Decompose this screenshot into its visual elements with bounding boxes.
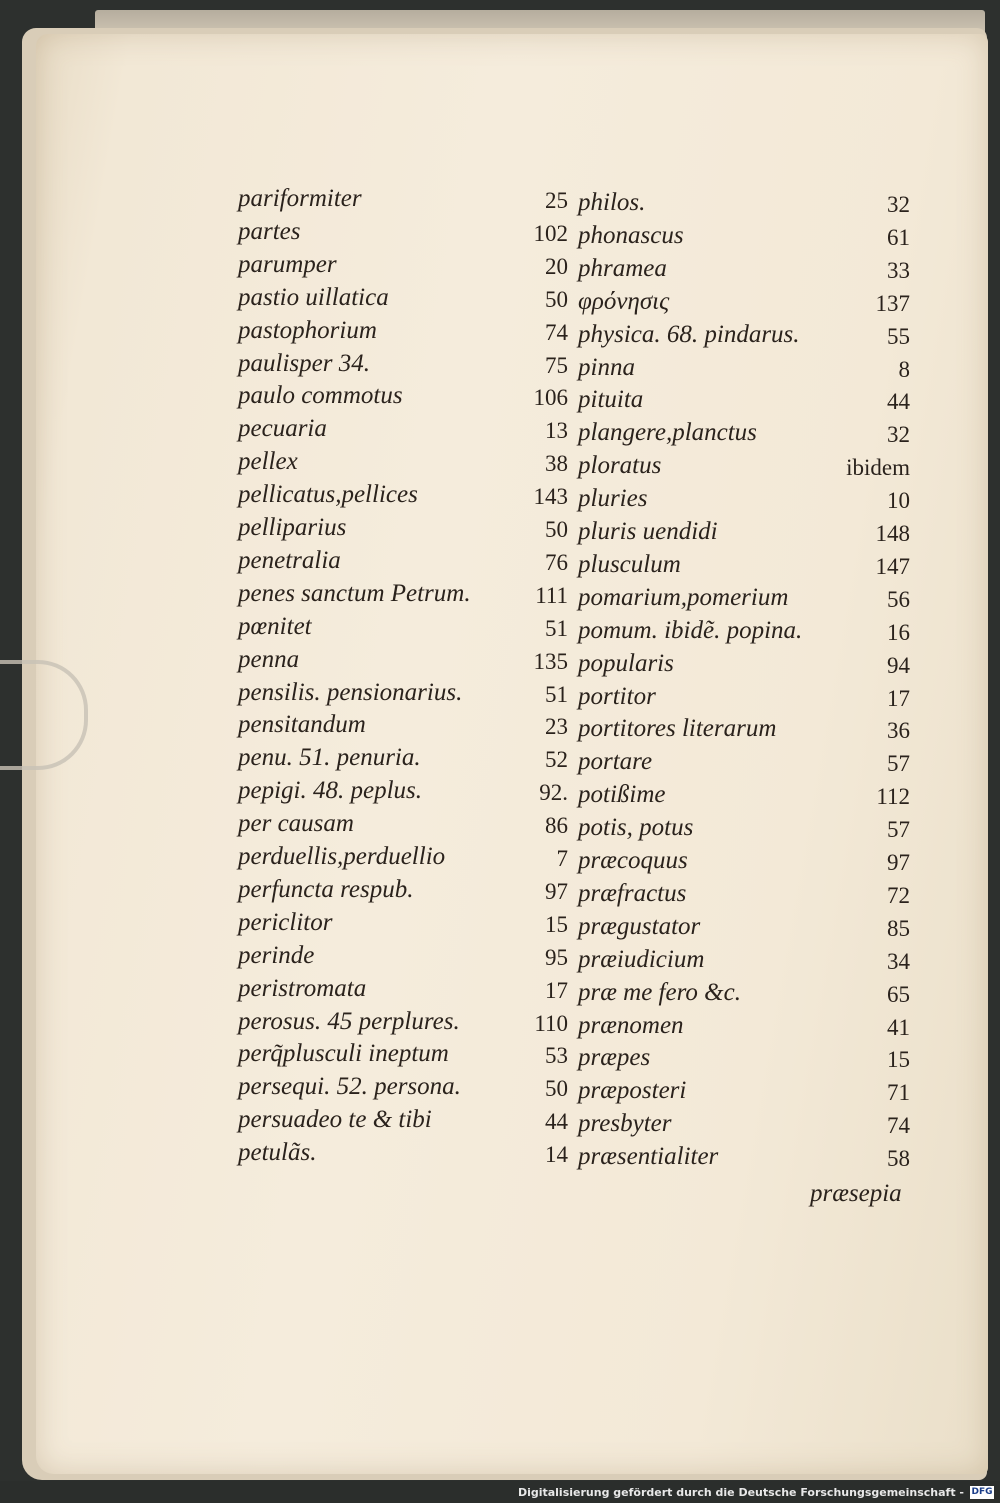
index-term: pœnitet xyxy=(238,612,312,640)
page-number: 32 xyxy=(887,422,910,448)
page-number: 17 xyxy=(887,685,910,711)
page-number: 58 xyxy=(887,1146,910,1172)
page-number: ibidem xyxy=(846,455,910,481)
index-term: peristromata xyxy=(238,974,367,1002)
index-term: ploratus xyxy=(578,452,662,480)
page-number: 112 xyxy=(876,784,910,810)
index-term: prægustator xyxy=(578,912,701,940)
index-term: pecuaria xyxy=(238,415,327,443)
index-term: pastophorium xyxy=(238,316,377,344)
index-term: pellex xyxy=(238,448,298,476)
index-term: perfuncta respub. xyxy=(238,875,414,903)
index-term: præsentialiter xyxy=(578,1143,719,1171)
index-term: phonascus xyxy=(578,221,684,249)
index-term: penes sanctum Petrum. xyxy=(238,579,471,607)
page-number: 95 xyxy=(545,944,568,970)
page-number: 111 xyxy=(535,582,568,608)
page-number: 32 xyxy=(887,192,910,217)
page-clip xyxy=(0,660,88,770)
page-number: 102 xyxy=(533,220,568,246)
index-term: potis, potus xyxy=(578,814,694,842)
page-number: 106 xyxy=(533,385,568,411)
index-term: pinna xyxy=(578,353,635,381)
index-term: præcoquus xyxy=(578,847,688,874)
index-term: philos. xyxy=(578,189,646,216)
page-number: 55 xyxy=(887,323,910,349)
index-term: præposteri xyxy=(578,1077,687,1105)
page-number: 25 xyxy=(545,188,568,213)
page-number: 16 xyxy=(887,619,910,645)
page-number: 57 xyxy=(887,751,910,777)
page-number: 51 xyxy=(545,681,568,707)
page-number: 41 xyxy=(887,1014,910,1040)
page-number: 65 xyxy=(887,981,910,1007)
index-term: præpes xyxy=(578,1044,651,1072)
index-term: parumper xyxy=(238,250,337,278)
page-number: 53 xyxy=(545,1043,568,1069)
index-term: plusculum xyxy=(578,550,681,578)
page-number: 137 xyxy=(875,290,910,316)
page-number: 23 xyxy=(545,714,568,740)
index-term: præfractus xyxy=(578,879,687,907)
index-term: prænomen xyxy=(578,1011,684,1039)
page-number: 34 xyxy=(887,948,910,974)
index-term: penetralia xyxy=(238,546,341,574)
index-term: potißime xyxy=(578,781,666,809)
index-term: persuadeo te & tibi xyxy=(238,1106,432,1134)
index-term: paulisper 34. xyxy=(238,349,370,377)
index-term: perinde xyxy=(238,941,315,969)
page-number: 52 xyxy=(545,747,568,773)
page-number: 44 xyxy=(545,1109,568,1135)
page-number: 74 xyxy=(545,319,568,345)
page-number: 147 xyxy=(875,553,910,579)
index-term: paulo commotus xyxy=(238,382,403,410)
page-number: 51 xyxy=(545,615,568,641)
page-number: 148 xyxy=(875,521,910,546)
index-term: præ me fero &c. xyxy=(578,978,741,1006)
index-term: partes xyxy=(238,217,301,245)
page-number: 56 xyxy=(887,586,910,612)
index-term: pituita xyxy=(578,386,644,414)
page-number: 110 xyxy=(534,1010,568,1036)
index-term: physica. 68. pindarus. xyxy=(578,320,800,348)
index-term: portare xyxy=(578,748,653,776)
index-term: pluries xyxy=(578,485,648,513)
page-number: 94 xyxy=(887,652,910,678)
page-number: 85 xyxy=(887,915,910,941)
footer-credit: Digitalisierung gefördert durch die Deutsche Forschungsgemeinschaft - xyxy=(517,1486,964,1499)
index-term: presbyter xyxy=(578,1110,672,1138)
index-term: perq̃plusculi ineptum xyxy=(238,1040,449,1068)
index-term: phramea xyxy=(578,254,667,282)
index-term: pensilis. pensionarius. xyxy=(238,678,463,706)
index-term: φρόνησις xyxy=(578,287,670,315)
page-number: 15 xyxy=(887,1047,910,1073)
index-term: petulãs. xyxy=(238,1139,317,1167)
page-number: 33 xyxy=(887,257,910,283)
page-number: 86 xyxy=(545,813,568,839)
page-number: 143 xyxy=(533,484,568,510)
page-number: 72 xyxy=(887,882,910,908)
page-number: 50 xyxy=(545,517,568,542)
page-number: 135 xyxy=(533,648,568,674)
index-term: pelliparius xyxy=(238,514,347,541)
index-term: præiudicium xyxy=(578,945,705,973)
page-number: 61 xyxy=(887,224,910,250)
index-term: perosus. 45 perplures. xyxy=(238,1007,460,1035)
page-number: 44 xyxy=(887,389,910,415)
page-number: 92. xyxy=(539,780,568,806)
book-page xyxy=(36,34,988,1474)
page-number: 97 xyxy=(887,850,910,875)
page-number: 15 xyxy=(545,911,568,937)
page-number: 74 xyxy=(887,1113,910,1139)
page-number: 75 xyxy=(545,352,568,378)
page-number: 17 xyxy=(545,977,568,1003)
index-term: portitores literarum xyxy=(578,715,777,743)
index-term: pariformiter xyxy=(238,185,362,212)
index-term: pluris uendidi xyxy=(578,518,718,545)
catchword: præsepia xyxy=(810,1180,902,1207)
page-number: 8 xyxy=(898,356,910,382)
page-number: 10 xyxy=(887,488,910,514)
index-term: perduellis,perduellio xyxy=(238,843,446,870)
index-term: penu. 51. penuria. xyxy=(238,744,421,772)
page-number: 13 xyxy=(545,418,568,444)
page-number: 36 xyxy=(887,718,910,744)
page-number: 38 xyxy=(545,451,568,477)
page-number: 50 xyxy=(545,286,568,312)
index-term: popularis xyxy=(578,649,674,677)
dfg-logo: DFG xyxy=(971,1487,993,1497)
index-term: periclitor xyxy=(238,908,333,936)
index-term: pellicatus,pellices xyxy=(238,481,418,509)
index-term: pepigi. 48. peplus. xyxy=(238,777,423,805)
index-term: pomarium,pomerium xyxy=(578,583,789,611)
page-number: 57 xyxy=(887,817,910,843)
page-number: 14 xyxy=(545,1142,568,1168)
index-term: persequi. 52. persona. xyxy=(238,1073,461,1101)
index-term: plangere,planctus xyxy=(578,419,757,447)
page-number: 50 xyxy=(545,1076,568,1102)
index-term: portitor xyxy=(578,682,656,710)
page-number: 71 xyxy=(887,1080,910,1106)
index-term: penna xyxy=(238,645,300,673)
page-number: 97 xyxy=(545,878,568,904)
page-number: 7 xyxy=(556,846,568,871)
page-number: 76 xyxy=(545,549,568,575)
index-term: pastio uillatica xyxy=(238,283,389,311)
index-term: pomum. ibidẽ. popina. xyxy=(578,616,803,644)
index-term: pensitandum xyxy=(238,711,366,739)
page-number: 20 xyxy=(545,253,568,279)
index-term: per causam xyxy=(238,810,354,838)
